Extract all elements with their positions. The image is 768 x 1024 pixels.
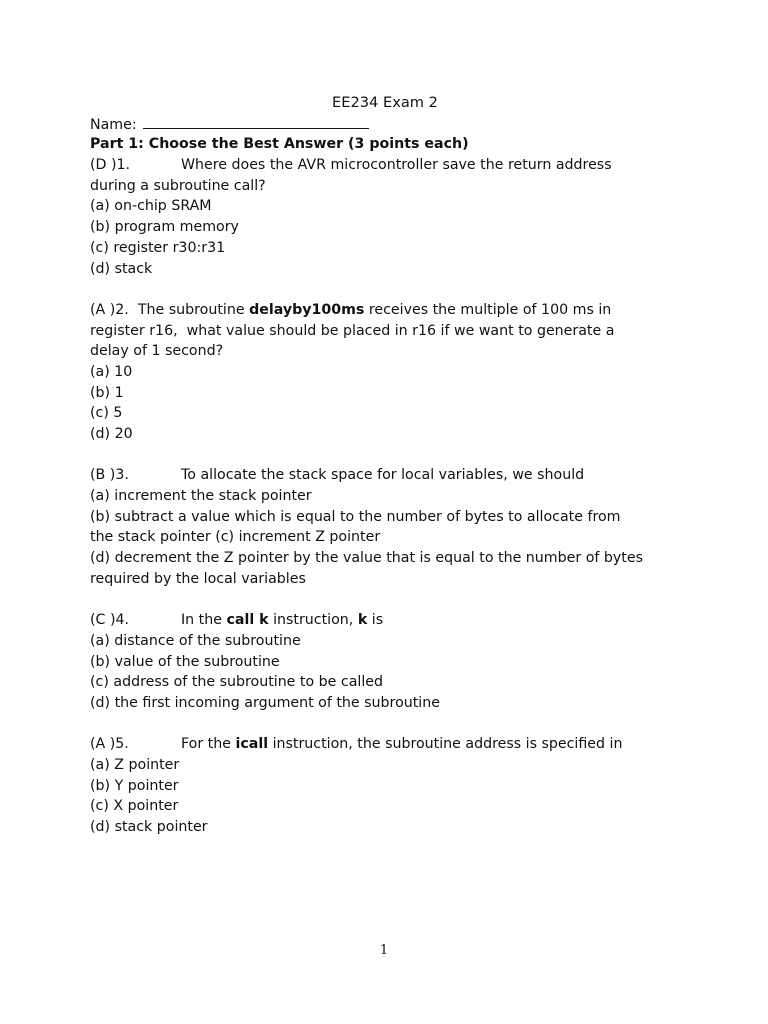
exam-page	[90, 93, 690, 838]
question-5-option-a: (a) Z pointer	[90, 757, 180, 773]
question-1-option-d: (d) stack	[90, 260, 153, 277]
question-2-option-a: (a) 10	[90, 363, 133, 380]
question-2	[90, 300, 690, 445]
question-3-text: To allocate the stack space for local variables, we should	[181, 467, 585, 484]
question-2-text-line2: register r16, what value should be placed in r16 if we want to generate a	[90, 322, 615, 339]
question-5	[90, 734, 690, 837]
question-4-text-before: In the	[181, 612, 227, 629]
question-3-option-a: (a) increment the stack pointer	[90, 488, 312, 505]
question-5-option-c: (c) X pointer	[90, 798, 179, 815]
question-2-text-after: receives the multiple of 100 ms in	[364, 301, 612, 318]
question-1-prefix: (D )1.	[90, 157, 131, 174]
question-5-option-d: (d) stack pointer	[90, 819, 208, 836]
name-label: Name:	[90, 116, 137, 133]
question-3-option-b-cont: the stack pointer (c) increment Z pointer	[90, 529, 381, 546]
question-4-option-d: (d) the first incoming argument of the subroutine	[90, 694, 440, 711]
question-1-text-line1: Where does the AVR microcontroller save the return address	[181, 157, 612, 174]
question-2-stem	[90, 300, 690, 321]
question-3-option-b: (b) subtract a value which is equal to the number of bytes to allocate from	[90, 508, 621, 525]
question-1-option-b: (b) program memory	[90, 219, 239, 236]
question-2-option-c: (c) 5	[90, 405, 123, 422]
question-4-bold-call: call k	[226, 612, 269, 629]
exam-title: EE234 Exam 2	[332, 94, 438, 111]
spacer	[90, 590, 690, 611]
page-number: 1	[379, 943, 389, 958]
question-4-stem	[90, 610, 690, 631]
question-5-prefix: (A )5.	[90, 736, 129, 753]
question-1	[90, 155, 690, 279]
question-3-option-d-cont: required by the local variables	[90, 570, 306, 587]
question-2-option-b: (b) 1	[90, 384, 124, 401]
question-5-text-before: For the	[181, 736, 236, 753]
question-4-prefix: (C )4.	[90, 612, 130, 629]
spacer	[90, 445, 690, 466]
question-4-text-mid: instruction,	[268, 612, 358, 629]
spacer	[90, 714, 690, 735]
part-heading: Part 1: Choose the Best Answer (3 points each)	[90, 136, 469, 153]
question-4-option-a: (a) distance of the subroutine	[90, 632, 301, 649]
question-2-prefix: (A )2.	[90, 301, 129, 318]
question-2-option-d: (d) 20	[90, 426, 133, 442]
question-5-option-b: (b) Y pointer	[90, 777, 179, 794]
question-3-option-d: (d) decrement the Z pointer by the value that is equal to the number of bytes	[90, 550, 643, 567]
question-2-bold-term: delayby100ms	[249, 301, 365, 318]
question-1-option-c: (c) register r30:r31	[90, 239, 226, 256]
question-2-text-line3: delay of 1 second?	[90, 343, 224, 360]
name-field-row	[90, 114, 690, 135]
question-4-text-after: is	[367, 612, 384, 629]
question-4	[90, 610, 690, 713]
question-4-option-b: (b) value of the subroutine	[90, 653, 280, 670]
question-2-text-before: The subroutine	[137, 301, 250, 318]
question-3-prefix: (B )3.	[90, 467, 129, 484]
question-1-text-line2: during a subroutine call?	[90, 177, 266, 194]
question-3	[90, 465, 690, 589]
question-5-bold-icall: icall	[235, 736, 269, 753]
spacer	[90, 279, 690, 300]
question-3-stem	[90, 465, 690, 486]
question-5-text-after: instruction, the subroutine address is specified in	[268, 736, 623, 753]
question-1-option-a: (a) on-chip SRAM	[90, 198, 212, 215]
question-1-stem	[90, 155, 690, 176]
question-4-option-c: (c) address of the subroutine to be called	[90, 674, 384, 691]
name-blank-line	[143, 114, 369, 129]
question-4-bold-k: k	[357, 612, 368, 629]
question-5-stem	[90, 734, 690, 755]
